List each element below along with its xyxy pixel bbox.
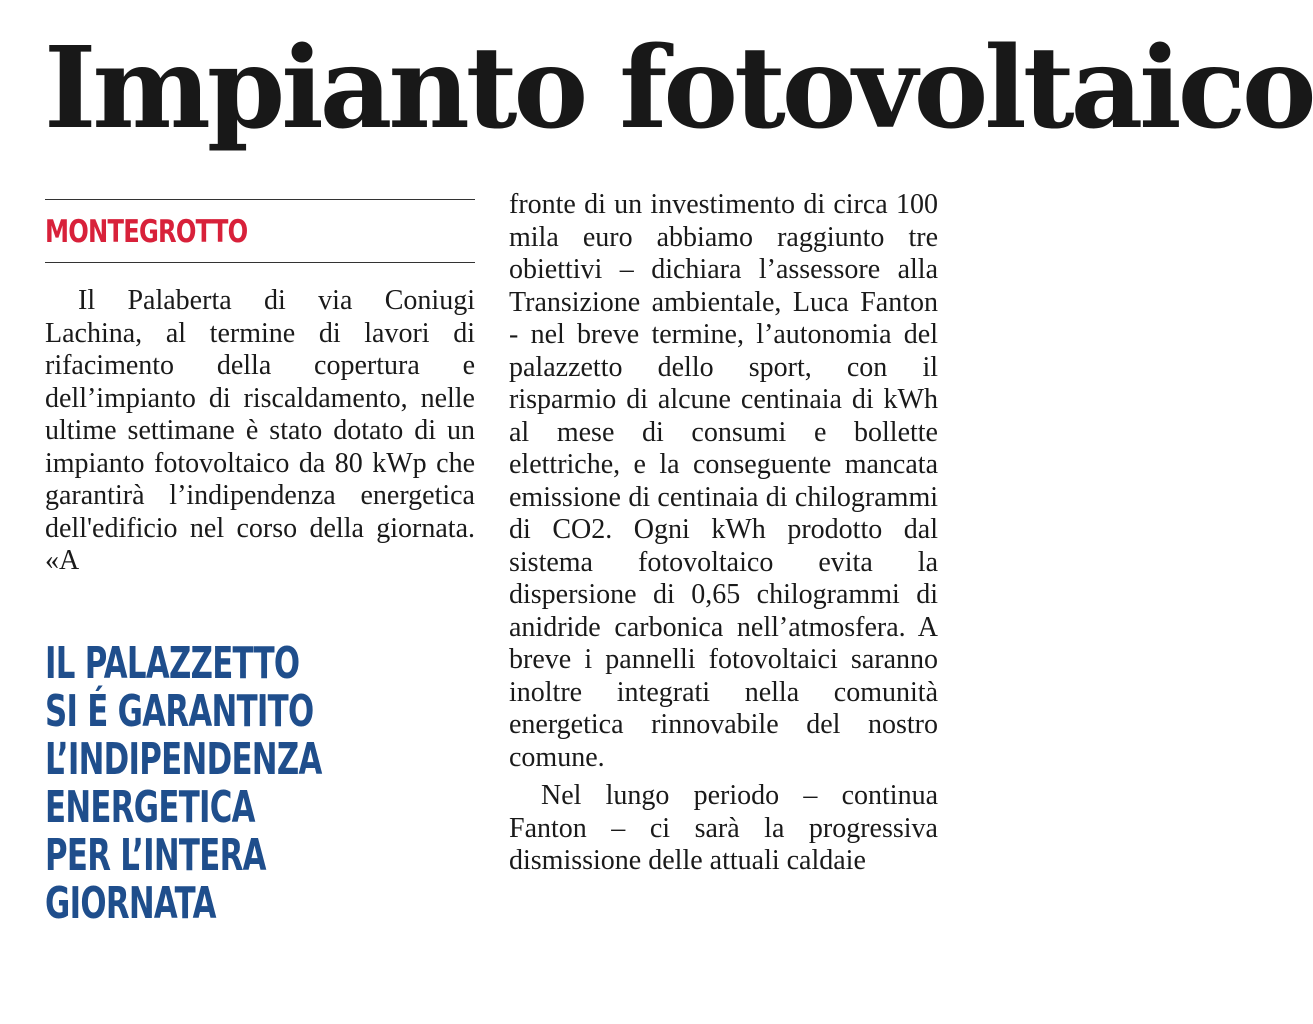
kicker-location: MONTEGROTTO: [45, 214, 248, 250]
body-paragraph: Nel lungo periodo – continua Fanton – ci sarà la progressiva dismissione delle attuali caldaie: [509, 780, 938, 876]
body-paragraph: Il Palaberta di via Coniugi Lachina, al termine di lavori di rifacimento della copertura e dell’impianto di riscaldamento, nelle ultime settimane è stato dotato di un impianto fotovoltaico da 80 kWp che garantirà l’indipendenza energetica dell'edificio nel corso della giornata. «A: [45, 285, 475, 576]
article-body-right-column: [509, 189, 938, 878]
pull-quote: [45, 640, 322, 928]
article-headline: Impianto fotovoltaico: [44, 23, 1313, 154]
pull-quote-line: ENERGETICA: [45, 782, 255, 833]
kicker-top-rule: [45, 199, 475, 200]
pull-quote-line: SI É GARANTITO: [45, 686, 314, 737]
kicker-bottom-rule: [45, 262, 475, 263]
pull-quote-line: IL PALAZZETTO: [45, 638, 300, 689]
pull-quote-line: PER L’INTERA: [45, 830, 266, 881]
pull-quote-line: L’INDIPENDENZA: [45, 734, 322, 785]
article-body-left-column: [45, 285, 475, 578]
pull-quote-line: GIORNATA: [45, 878, 216, 929]
body-paragraph: fronte di un investimento di circa 100 mila euro abbiamo raggiunto tre obiettivi – dichiara l’assessore alla Transizione ambientale, Luca Fanton - nel breve termine, l’autonomia del palazzetto dello sport, con il risparmio di alcune centinaia di kWh al mese di consumi e bollette elettriche, e la conseguente mancata emissione di centinaia di chilogrammi di CO2. Ogni kWh prodotto dal sistema fotovoltaico evita la dispersione di 0,65 chilogrammi di anidride carbonica nell’atmosfera. A breve i pannelli fotovoltaici saranno inoltre integrati nella comunità energetica rinnovabile del nostro comune.: [509, 189, 938, 773]
